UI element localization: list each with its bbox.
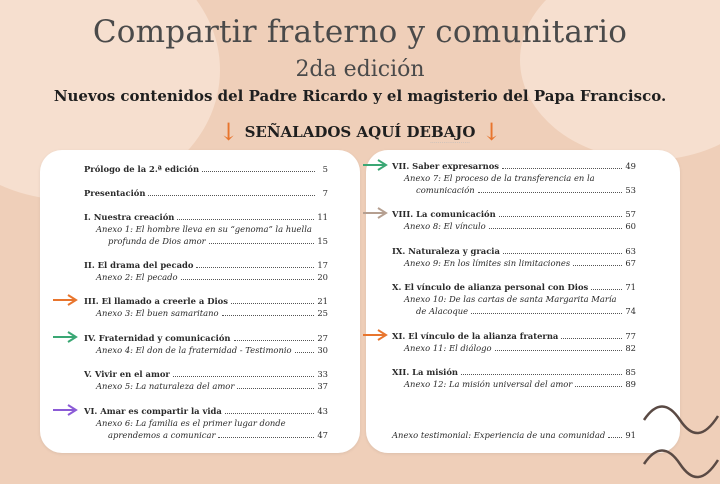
- toc-entry-title: Anexo 11: El diálogo: [404, 343, 492, 353]
- toc-entry-title-continued: profunda de Dios amor: [108, 236, 206, 246]
- leader-dots: [503, 253, 622, 254]
- highlight-arrow-icon: [362, 329, 388, 341]
- toc-entry: [84, 223, 328, 247]
- leader-dots: [295, 352, 315, 353]
- toc-entry: [392, 208, 636, 220]
- marked-banner: [0, 118, 720, 146]
- toc-entry: [392, 257, 636, 269]
- leader-dots: [218, 437, 314, 438]
- toc-entry: [84, 380, 328, 392]
- toc-entry-title: Anexo 7: El proceso de la transferencia en la: [404, 173, 595, 183]
- toc-entry: [84, 332, 328, 344]
- toc-entry: [84, 211, 328, 223]
- leader-dots: [471, 313, 622, 314]
- toc-page-number: 33: [317, 369, 328, 379]
- toc-entry: [84, 271, 328, 283]
- toc-entry-title: Presentación: [84, 188, 146, 198]
- toc-page-number: 60: [625, 221, 636, 231]
- toc-page-number: 25: [317, 308, 328, 318]
- leader-dots: [202, 171, 315, 172]
- toc-entry: [84, 368, 328, 380]
- toc-entry-title: VIII. La comunicación: [392, 209, 496, 219]
- toc-page-number: 47: [317, 430, 328, 440]
- highlight-arrow-icon: [52, 331, 78, 343]
- toc-entry-title-continued: aprendemos a comunicar: [108, 430, 216, 440]
- toc-page-number: 20: [317, 272, 328, 282]
- toc-page-number: 11: [317, 212, 328, 222]
- leader-dots: [234, 340, 315, 341]
- toc-page-number: 74: [625, 306, 636, 316]
- toc-page-number: 30: [317, 345, 328, 355]
- toc-page-number: 5: [322, 164, 328, 174]
- toc-entry: [84, 405, 328, 417]
- leader-dots: [489, 228, 623, 229]
- marked-label: SEÑALADOS AQUÍ DEBAJO: [244, 123, 476, 141]
- toc-page-number: 7: [322, 188, 328, 198]
- leader-dots: [608, 437, 622, 438]
- leader-dots: [573, 265, 622, 266]
- toc-entry: [84, 344, 328, 356]
- leader-dots: [237, 388, 314, 389]
- toc-entry: [392, 220, 636, 232]
- toc-page-number: 63: [625, 246, 636, 256]
- toc-entry-title: Anexo 3: El buen samaritano: [96, 308, 219, 318]
- toc-page-number: 91: [625, 430, 636, 440]
- toc-entry: [392, 172, 636, 196]
- highlight-arrow-icon: [52, 404, 78, 416]
- toc-entry: [392, 429, 636, 441]
- toc-entry: [84, 307, 328, 319]
- toc-entry: [392, 245, 636, 257]
- edition-label: 2da edición: [295, 57, 425, 82]
- toc-entry-title: I. Nuestra creación: [84, 212, 175, 222]
- leader-dots: [561, 338, 622, 339]
- page-header-faint: ·····················: [430, 140, 471, 147]
- toc-page-number: 43: [317, 406, 328, 416]
- toc-entry-title-continued: de Alacoque: [416, 306, 469, 316]
- leader-dots: [231, 303, 314, 304]
- toc-entry: [392, 293, 636, 317]
- toc-entry-title: Anexo 2: El pecado: [96, 272, 178, 282]
- leader-dots: [148, 195, 315, 196]
- toc-page-number: 15: [317, 236, 328, 246]
- leader-dots: [502, 168, 622, 169]
- toc-entry: [392, 378, 636, 390]
- leader-dots: [575, 386, 622, 387]
- highlight-arrow-icon: [362, 159, 388, 171]
- toc-entry-title: Prólogo de la 2.ª edición: [84, 164, 200, 174]
- leader-dots: [181, 279, 315, 280]
- toc-entry-title: Anexo 9: En los límites sin limitaciones: [404, 258, 571, 268]
- leader-dots: [461, 374, 622, 375]
- toc-entry-title: VI. Amar es compartir la vida: [84, 406, 222, 416]
- toc-page-number: 53: [625, 185, 636, 195]
- leader-dots: [177, 219, 314, 220]
- toc-page-number: 71: [625, 282, 636, 292]
- leader-dots: [495, 350, 623, 351]
- toc-entry: [84, 259, 328, 271]
- toc-entry-title: Anexo 4: El don de la fraternidad - Testimonio: [96, 345, 292, 355]
- toc-entry: [392, 342, 636, 354]
- toc-entry-title: Anexo 6: La familia es el primer lugar donde: [96, 418, 286, 428]
- toc-entry-title: IX. Naturaleza y gracia: [392, 246, 500, 256]
- toc-entry-title: II. El drama del pecado: [84, 260, 194, 270]
- toc-entry: [84, 295, 328, 307]
- highlight-arrow-icon: [362, 207, 388, 219]
- toc-entry-title: IV. Fraternidad y comunicación: [84, 333, 231, 343]
- toc-page-number: 21: [317, 296, 328, 306]
- toc-entry-title: Anexo 5: La naturaleza del amor: [96, 381, 235, 391]
- toc-entry: [84, 187, 328, 199]
- toc-page-number: 67: [625, 258, 636, 268]
- leader-dots: [499, 216, 623, 217]
- highlight-arrow-icon: [52, 294, 78, 306]
- toc-entry-title: III. El llamado a creerle a Dios: [84, 296, 228, 306]
- toc-entry-title: XII. La misión: [392, 367, 459, 377]
- subtitle: Nuevos contenidos del Padre Ricardo y el magisterio del Papa Francisco.: [53, 87, 667, 105]
- toc-entry-title: Anexo 1: El hombre lleva en su “genoma” la huella: [96, 224, 312, 234]
- down-arrow-icon: ↓: [218, 118, 239, 146]
- toc-entry-title: Anexo testimonial: Experiencia de una comunidad: [392, 430, 606, 440]
- toc-page-number: 89: [625, 379, 636, 389]
- toc-entry-title: Anexo 12: La misión universal del amor: [404, 379, 573, 389]
- toc-entry: [392, 160, 636, 172]
- toc-entry-title-continued: comunicación: [416, 185, 475, 195]
- toc-entry-title: Anexo 10: De las cartas de santa Margarita María: [404, 294, 617, 304]
- leader-dots: [209, 243, 315, 244]
- toc-entry: [392, 281, 636, 293]
- toc-page-number: 57: [625, 209, 636, 219]
- squiggle-decoration: [640, 400, 720, 484]
- leader-dots: [478, 192, 623, 193]
- toc-entry-title: VII. Saber expresarnos: [392, 161, 500, 171]
- toc-page-number: 27: [317, 333, 328, 343]
- leader-dots: [173, 376, 315, 377]
- toc-entry: [392, 330, 636, 342]
- toc-page-number: 17: [317, 260, 328, 270]
- toc-entry-title: XI. El vínculo de la alianza fraterna: [392, 331, 559, 341]
- toc-page-number: 77: [625, 331, 636, 341]
- leader-dots: [591, 289, 622, 290]
- toc-entry: [392, 366, 636, 378]
- leader-dots: [222, 315, 315, 316]
- toc-entry-title: Anexo 8: El vínculo: [404, 221, 486, 231]
- toc-page-number: 82: [625, 343, 636, 353]
- toc-entry-title: V. Vivir en el amor: [84, 369, 170, 379]
- leader-dots: [196, 267, 314, 268]
- toc-page-number: 37: [317, 381, 328, 391]
- toc-page-number: 49: [625, 161, 636, 171]
- leader-dots: [225, 413, 315, 414]
- toc-entry-title: X. El vínculo de alianza personal con Dios: [392, 282, 589, 292]
- toc-page-number: 85: [625, 367, 636, 377]
- down-arrow-icon: ↓: [481, 118, 502, 146]
- toc-entry: [84, 417, 328, 441]
- page-title: Compartir fraterno y comunitario: [92, 14, 628, 50]
- toc-entry: [84, 163, 328, 175]
